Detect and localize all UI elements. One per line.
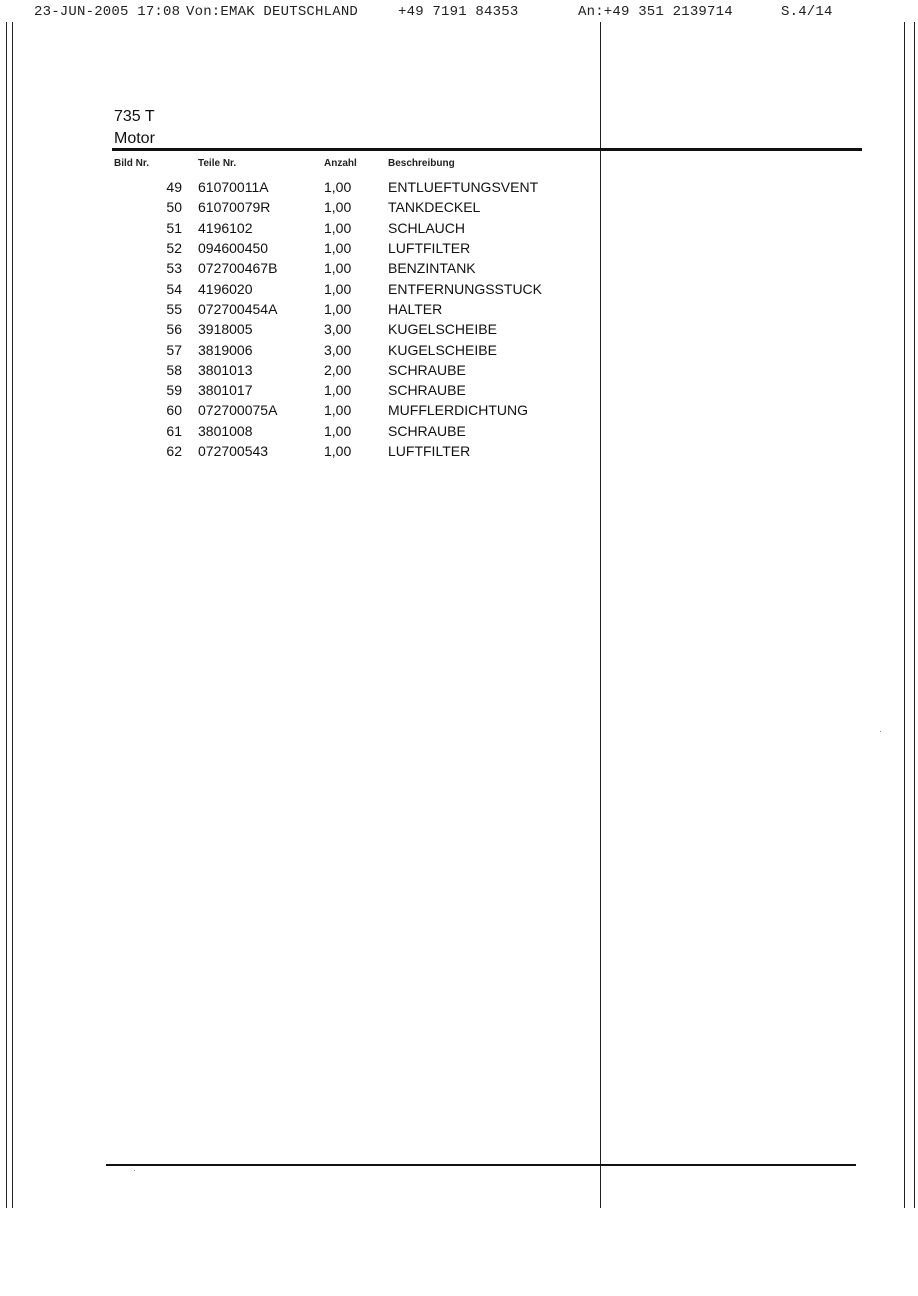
bild-nr-cell: 49 bbox=[166, 179, 182, 196]
anzahl-cell: 1,00 bbox=[324, 300, 352, 317]
center-fold-line bbox=[600, 22, 601, 1208]
anzahl-cell: 1,00 bbox=[324, 382, 352, 399]
bild-nr-cell: 50 bbox=[166, 199, 182, 216]
beschreibung-cell: BENZINTANK bbox=[388, 260, 476, 277]
beschreibung-cell: SCHRAUBE bbox=[388, 382, 466, 399]
beschreibung-cell: TANKDECKEL bbox=[388, 199, 481, 216]
bild-nr-cell: 55 bbox=[166, 300, 182, 317]
fax-page-number: S.4/14 bbox=[781, 4, 833, 20]
column-header-anzahl: Anzahl bbox=[324, 158, 357, 169]
teile-nr-cell: 072700454A bbox=[198, 300, 278, 317]
beschreibung-cell: HALTER bbox=[388, 300, 443, 317]
teile-nr-cell: 4196102 bbox=[198, 219, 253, 236]
right-border-line-outer bbox=[914, 22, 915, 1208]
teile-nr-cell: 3801013 bbox=[198, 361, 253, 378]
parts-table bbox=[112, 177, 588, 461]
teile-nr-cell: 61070011A bbox=[198, 179, 269, 196]
teile-nr-cell: 3801017 bbox=[198, 382, 253, 399]
bild-nr-cell: 57 bbox=[166, 341, 182, 358]
left-border-line-inner bbox=[12, 22, 13, 1208]
bild-nr-cell: 53 bbox=[166, 260, 182, 277]
bild-nr-cell: 58 bbox=[166, 361, 182, 378]
anzahl-cell: 1,00 bbox=[324, 179, 352, 196]
right-border-line bbox=[904, 22, 905, 1208]
column-header-beschreibung: Beschreibung bbox=[388, 158, 455, 169]
bild-nr-cell: 56 bbox=[166, 321, 182, 338]
table-row bbox=[112, 197, 588, 217]
teile-nr-cell: 61070079R bbox=[198, 199, 271, 216]
beschreibung-cell: SCHRAUBE bbox=[388, 361, 466, 378]
anzahl-cell: 1,00 bbox=[324, 402, 352, 419]
beschreibung-cell: ENTLUEFTUNGSVENT bbox=[388, 179, 539, 196]
fax-datetime: 23-JUN-2005 17:08 bbox=[34, 4, 181, 20]
anzahl-cell: 1,00 bbox=[324, 260, 352, 277]
teile-nr-cell: 072700543 bbox=[198, 443, 269, 459]
table-row bbox=[112, 380, 588, 400]
anzahl-cell: 1,00 bbox=[324, 280, 352, 297]
table-row bbox=[112, 360, 588, 380]
section-title: Motor bbox=[114, 130, 155, 147]
fax-sender: Von:EMAK DEUTSCHLAND bbox=[186, 4, 359, 20]
table-row bbox=[112, 177, 588, 197]
bild-nr-cell: 54 bbox=[166, 280, 182, 297]
beschreibung-cell: SCHRAUBE bbox=[388, 422, 466, 439]
bild-nr-cell: 59 bbox=[166, 382, 182, 399]
teile-nr-cell: 094600450 bbox=[198, 240, 269, 257]
scan-speck bbox=[880, 731, 881, 732]
beschreibung-cell: KUGELSCHEIBE bbox=[388, 341, 497, 358]
scan-speck bbox=[134, 1170, 135, 1171]
table-row bbox=[112, 299, 588, 319]
table-row bbox=[112, 339, 588, 359]
teile-nr-cell: 3801008 bbox=[198, 422, 253, 439]
beschreibung-cell: SCHLAUCH bbox=[388, 219, 466, 236]
bild-nr-cell: 60 bbox=[166, 402, 182, 419]
column-header-bild-nr: Bild Nr. bbox=[114, 158, 150, 169]
table-row bbox=[112, 319, 588, 339]
table-row bbox=[112, 238, 588, 258]
teile-nr-cell: 072700467B bbox=[198, 260, 278, 277]
beschreibung-cell: LUFTFILTER bbox=[388, 443, 471, 459]
column-header-teile-nr: Teile Nr. bbox=[198, 158, 237, 169]
table-row bbox=[112, 400, 588, 420]
beschreibung-cell: KUGELSCHEIBE bbox=[388, 321, 497, 338]
table-row bbox=[112, 218, 588, 238]
teile-nr-cell: 4196020 bbox=[198, 280, 253, 297]
beschreibung-cell: ENTFERNUNGSSTUCK bbox=[388, 280, 543, 297]
anzahl-cell: 1,00 bbox=[324, 199, 352, 216]
anzahl-cell: 1,00 bbox=[324, 422, 352, 439]
model-title: 735 T bbox=[114, 108, 155, 125]
parts-table-body bbox=[112, 177, 588, 461]
table-row bbox=[112, 278, 588, 298]
anzahl-cell: 2,00 bbox=[324, 361, 352, 378]
anzahl-cell: 1,00 bbox=[324, 240, 352, 257]
table-row bbox=[112, 258, 588, 278]
beschreibung-cell: LUFTFILTER bbox=[388, 240, 471, 257]
fax-header bbox=[0, 4, 918, 24]
anzahl-cell: 3,00 bbox=[324, 341, 352, 358]
teile-nr-cell: 3918005 bbox=[198, 321, 253, 338]
bild-nr-cell: 52 bbox=[166, 240, 182, 257]
footer-rule bbox=[106, 1164, 856, 1166]
bild-nr-cell: 61 bbox=[166, 422, 182, 439]
fax-recipient: An:+49 351 2139714 bbox=[578, 4, 733, 20]
teile-nr-cell: 072700075A bbox=[198, 402, 278, 419]
left-border-line bbox=[6, 22, 7, 1208]
anzahl-cell: 1,00 bbox=[324, 219, 352, 236]
table-row bbox=[112, 421, 588, 441]
beschreibung-cell: MUFFLERDICHTUNG bbox=[388, 402, 528, 419]
anzahl-cell: 1,00 bbox=[324, 443, 352, 459]
bild-nr-cell: 51 bbox=[166, 219, 182, 236]
anzahl-cell: 3,00 bbox=[324, 321, 352, 338]
header-rule bbox=[112, 148, 862, 151]
bild-nr-cell: 62 bbox=[166, 443, 182, 459]
teile-nr-cell: 3819006 bbox=[198, 341, 253, 358]
fax-sender-phone: +49 7191 84353 bbox=[398, 4, 519, 20]
table-row bbox=[112, 441, 588, 461]
